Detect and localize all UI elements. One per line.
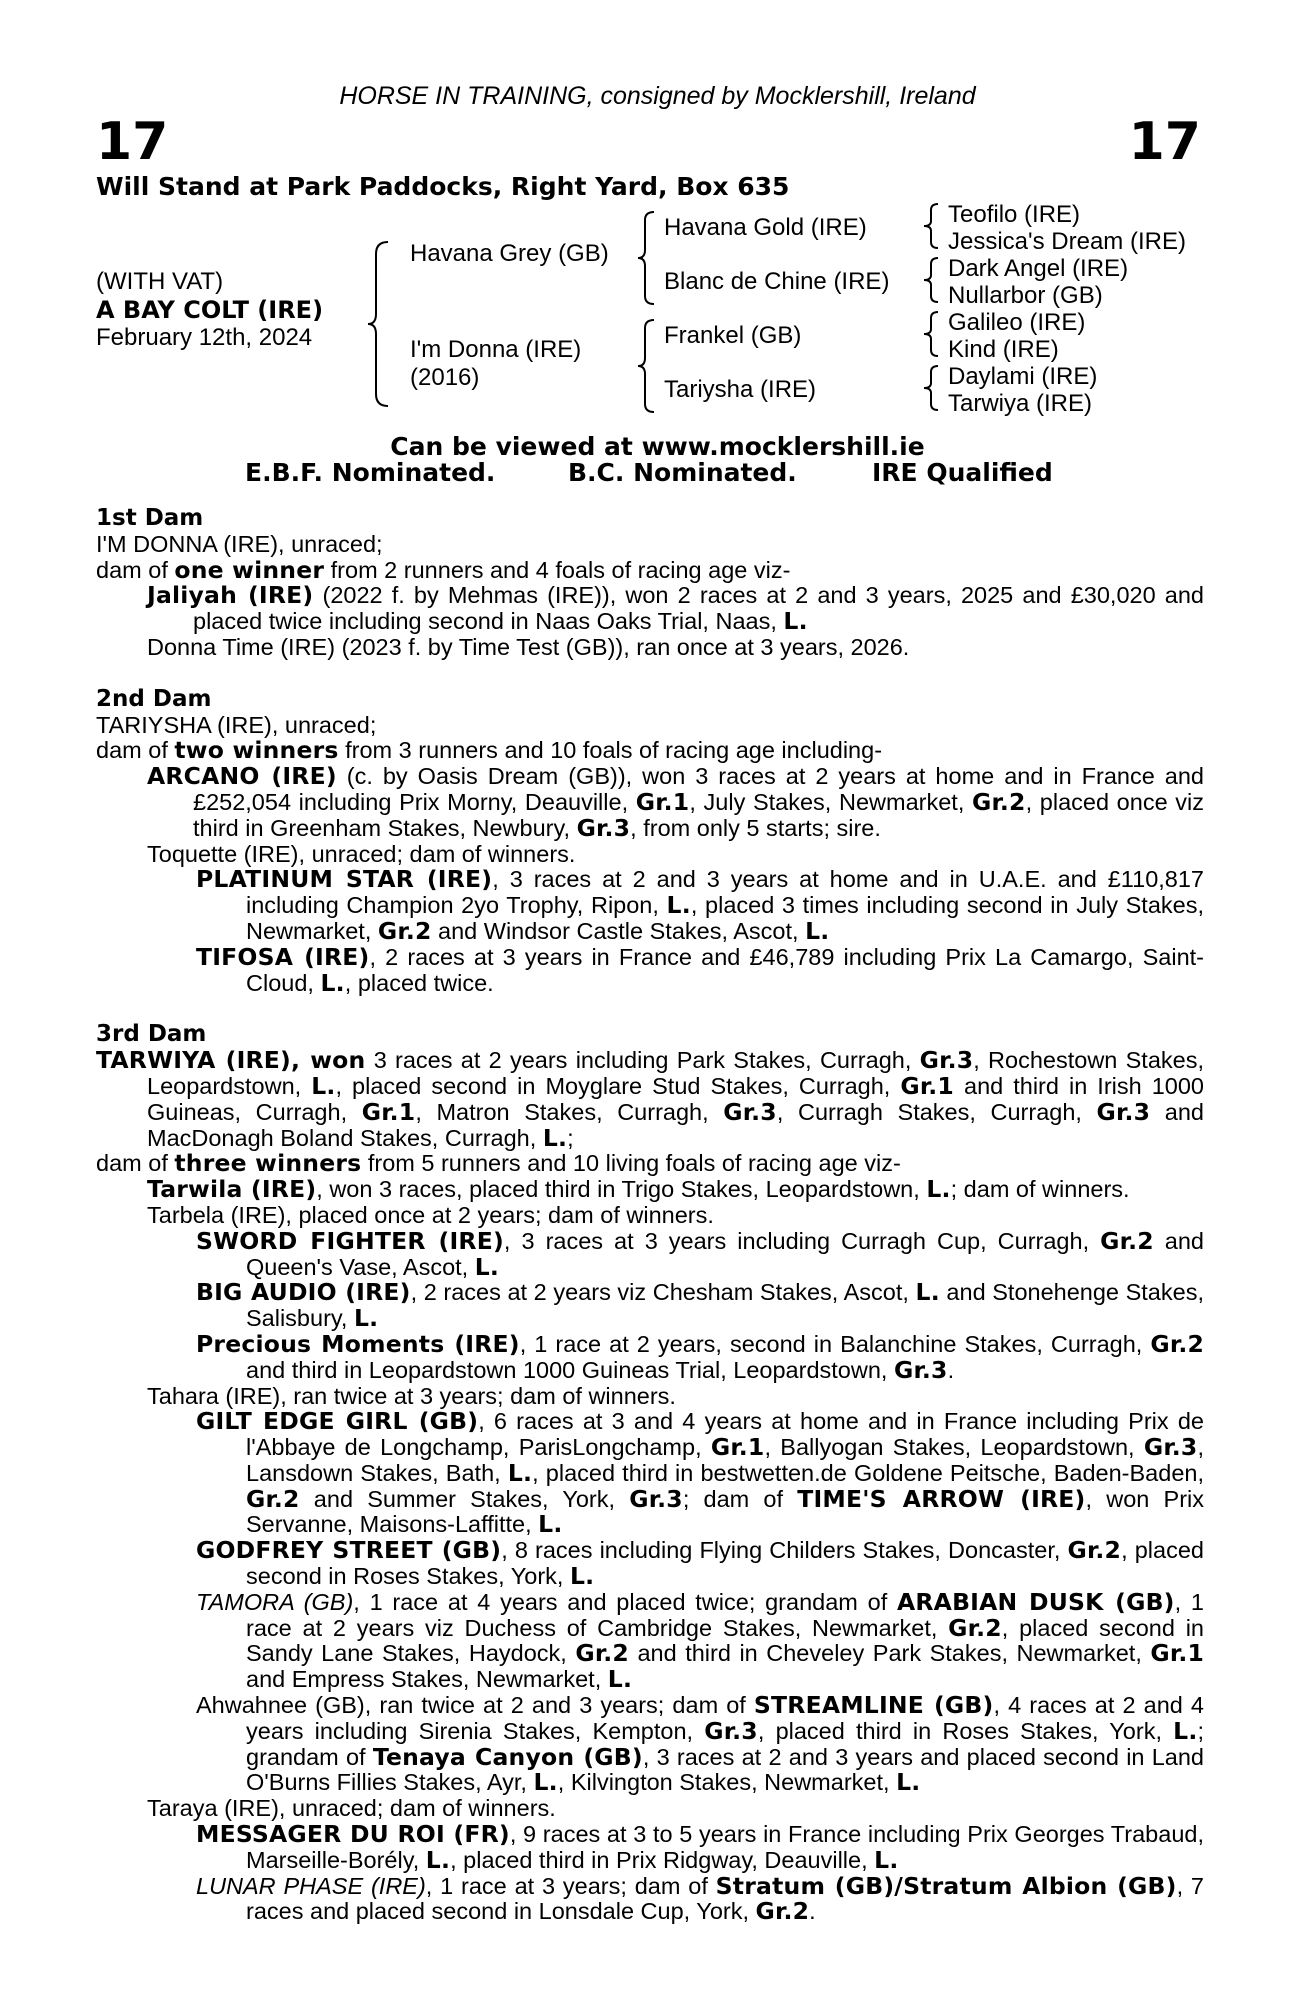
- ire-qualified: IRE Qualified: [872, 458, 1053, 487]
- brace-main: [366, 240, 392, 408]
- produce-toquette: Toquette (IRE), unraced; dam of winners.: [147, 840, 576, 867]
- bc-nominated: B.C. Nominated.: [568, 458, 797, 487]
- stand-info: Will Stand at Park Paddocks, Right Yard, Box 635: [96, 172, 790, 201]
- produce-precious-moments: Precious Moments (IRE), 1 race at 2 years, second in Balanchine Stakes, Curragh, Gr.2 and third in Leopardstown 1000 Guineas Trial, Leopardstown, Gr.3.: [196, 1329, 1204, 1384]
- produce-tarwila: Tarwila (IRE), won 3 races, placed third in Trigo Stakes, Leopardstown, L.; dam of winners.: [147, 1175, 1130, 1204]
- produce-donna-time: Donna Time (IRE) (2023 f. by Time Test (GB)), ran once at 3 years, 2026.: [147, 633, 910, 660]
- produce-taraya: Taraya (IRE), unraced; dam of winners.: [147, 1795, 556, 1822]
- grandsire-5: Galileo (IRE): [948, 309, 1086, 336]
- granddam-2: Jessica's Dream (IRE): [948, 228, 1186, 255]
- sire-sire: Havana Gold (IRE): [664, 214, 867, 241]
- produce-sword-fighter: SWORD FIGHTER (IRE), 3 races at 3 years including Curragh Cup, Curragh, Gr.2 and Queen's Vase, Ascot, L.: [196, 1226, 1204, 1281]
- brace-g34: [922, 256, 942, 304]
- produce-jaliyah: Jaliyah (IRE) (2022 f. by Mehmas (IRE)), won 2 races at 2 and 3 years, 2025 and £30,020 and placed twice including second in Naas Oaks Trial, Naas, L.: [147, 581, 1204, 636]
- produce-arcano: ARCANO (IRE) (c. by Oasis Dream (GB)), won 3 races at 2 years at home and in France and £252,054 including Prix Morny, Deauville, Gr.1, July Stakes, Newmarket, Gr.2, placed once viz third in Greenham Stakes, Newbury, Gr.3, from only 5 starts; sire.: [147, 762, 1205, 842]
- viewing-link: Can be viewed at www.mocklershill.ie: [390, 432, 925, 461]
- produce-tifosa: TIFOSA (IRE), 2 races at 3 years in France and £46,789 including Prix La Camargo, Saint-Cloud, L., placed twice.: [196, 942, 1204, 997]
- granddam-8: Tarwiya (IRE): [948, 390, 1093, 417]
- first-dam-record: dam of one winner from 2 runners and 4 foals of racing age viz-: [96, 555, 791, 584]
- third-dam-tarwiya: TARWIYA (IRE), won 3 races at 2 years including Park Stakes, Curragh, Gr.3, Rochestown Stakes, Leopardstown, L., placed second in Moyglare Stud Stakes, Curragh, Gr.1 and third in Irish 1000 Guineas, Curragh, Gr.1, Matron Stakes, Curragh, Gr.3, Curragh Stakes, Curragh, Gr.3 and MacDonagh Boland Stakes, Curragh, L.;: [96, 1046, 1204, 1152]
- granddam-4: Nullarbor (GB): [948, 282, 1103, 309]
- granddam-6: Kind (IRE): [948, 336, 1059, 363]
- dam-line: [96, 506, 1204, 1925]
- dam-sire: Frankel (GB): [664, 322, 802, 349]
- lot-number-right: 17: [1128, 112, 1201, 172]
- brace-g56: [922, 310, 942, 358]
- lot-number-left: 17: [96, 112, 169, 172]
- first-dam-heading: 1st Dam: [96, 505, 204, 531]
- foaling-date: February 12th, 2024: [96, 324, 313, 351]
- dam-dam: Tariysha (IRE): [664, 376, 817, 403]
- produce-gilt-edge-girl: GILT EDGE GIRL (GB), 6 races at 3 and 4 years at home and in France including Prix de l'Abbaye de Longchamp, ParisLongchamp, Gr.1, Ballyogan Stakes, Leopardstown, Gr.3, Lansdown Stakes, Bath, L., placed third in bestwetten.de Goldene Peitsche, Baden-Baden, Gr.2 and Summer Stakes, York, Gr.3; dam of TIME'S ARROW (IRE), won Prix Servanne, Maisons-Laffitte, L.: [196, 1407, 1204, 1539]
- brace-g12: [922, 202, 942, 250]
- produce-tamora: TAMORA (GB), 1 race at 4 years and placed twice; grandam of ARABIAN DUSK (GB), 1 race at 2 years viz Duchess of Cambridge Stakes, Newmarket, Gr.2, placed second in Sandy Lane Stakes, Haydock, Gr.2 and third in Cheveley Park Stakes, Newmarket, Gr.1 and Empress Stakes, Newmarket, L.: [196, 1587, 1204, 1694]
- brace-dam: [636, 318, 658, 414]
- brace-sire: [636, 210, 658, 306]
- produce-big-audio: BIG AUDIO (IRE), 2 races at 2 years viz Chesham Stakes, Ascot, L. and Stonehenge Stakes, Salisbury, L.: [196, 1278, 1204, 1333]
- sire-dam: Blanc de Chine (IRE): [664, 268, 890, 295]
- catalogue-header: HORSE IN TRAINING, consigned by Mocklershill, Ireland: [339, 82, 976, 110]
- produce-lunar-phase: LUNAR PHASE (IRE), 1 race at 3 years; dam of Stratum (GB)/Stratum Albion (GB), 7 races and placed second in Lonsdale Cup, York, Gr.2.: [196, 1871, 1204, 1926]
- second-dam-name: TARIYSHA (IRE), unraced;: [96, 711, 377, 738]
- brace-g78: [922, 364, 942, 412]
- second-dam-heading: 2nd Dam: [96, 685, 212, 712]
- second-dam-record: dam of two winners from 3 runners and 10 foals of racing age including-: [96, 736, 883, 765]
- grandsire-3: Dark Angel (IRE): [948, 255, 1129, 282]
- ebf-nominated: E.B.F. Nominated.: [245, 458, 496, 487]
- produce-ahwahnee: Ahwahnee (GB), ran twice at 2 and 3 years; dam of STREAMLINE (GB), 4 races at 2 and 4 years including Sirenia Stakes, Kempton, Gr.3, placed third in Roses Stakes, York, L.; grandam of Tenaya Canyon (GB), 3 races at 2 and 3 years and placed second in Land O'Burns Fillies Stakes, Ayr, L., Kilvington Stakes, Newmarket, L.: [196, 1691, 1205, 1797]
- vat-label: (WITH VAT): [96, 268, 224, 295]
- third-dam-record: dam of three winners from 5 runners and 10 living foals of racing age viz-: [96, 1149, 901, 1178]
- dam-year: (2016): [410, 364, 480, 391]
- produce-tarbela: Tarbela (IRE), placed once at 2 years; dam of winners.: [147, 1201, 714, 1228]
- dam: I'm Donna (IRE): [410, 336, 582, 363]
- grandsire-1: Teofilo (IRE): [948, 201, 1081, 228]
- produce-tahara: Tahara (IRE), ran twice at 3 years; dam of winners.: [147, 1382, 676, 1409]
- produce-platinum-star: PLATINUM STAR (IRE), 3 races at 2 and 3 years at home and in U.A.E. and £110,817 including Champion 2yo Trophy, Ripon, L., placed 3 times including second in July Stakes, Newmarket, Gr.2 and Windsor Castle Stakes, Ascot, L.: [196, 865, 1205, 945]
- third-dam-heading: 3rd Dam: [96, 1021, 207, 1048]
- produce-godfrey-street: GODFREY STREET (GB), 8 races including Flying Childers Stakes, Doncaster, Gr.2, placed second in Roses Stakes, York, L.: [196, 1536, 1204, 1591]
- first-dam-name: I'M DONNA (IRE), unraced;: [96, 530, 383, 557]
- sire: Havana Grey (GB): [410, 240, 609, 267]
- horse-name: A BAY COLT (IRE): [96, 296, 324, 324]
- grandsire-7: Daylami (IRE): [948, 363, 1098, 390]
- produce-messager-du-roi: MESSAGER DU ROI (FR), 9 races at 3 to 5 years in France including Prix Georges Trabaud, Marseille-Borély, L., placed third in Prix Ridgway, Deauville, L.: [196, 1820, 1204, 1874]
